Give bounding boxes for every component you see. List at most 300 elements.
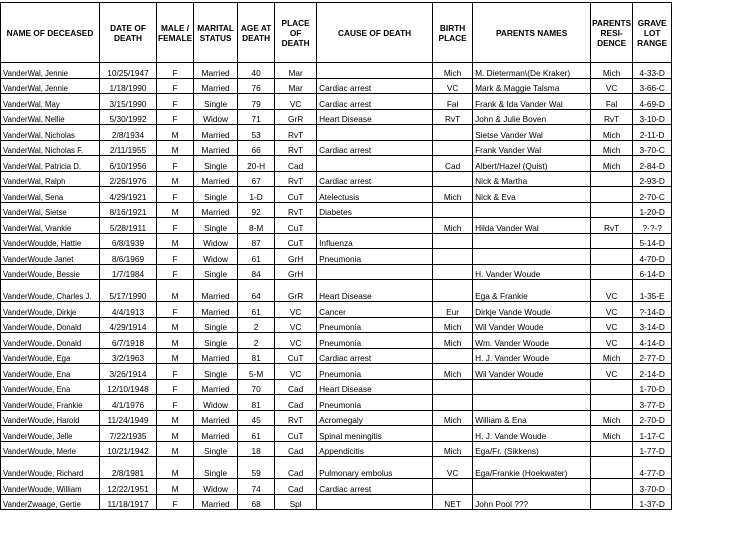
cell-parents: Albert/Hazel (Quist): [473, 156, 591, 172]
cell-cause: Diabetes: [317, 202, 433, 218]
cell-marital: Married: [194, 63, 238, 79]
col-header-place: PLACE OF DEATH: [275, 3, 317, 63]
cell-sex: M: [157, 140, 194, 156]
cell-name: VanderWal, Sena: [1, 187, 100, 203]
cell-cause: Cardiac arrest: [317, 348, 433, 364]
cell-residence: [591, 494, 633, 510]
cell-place: Cad: [275, 441, 317, 457]
table-row: [1, 109, 672, 125]
cell-place: CuT: [275, 233, 317, 249]
cell-place: VC: [275, 333, 317, 349]
cell-marital: Married: [194, 140, 238, 156]
cell-residence: RvT: [591, 109, 633, 125]
cell-name: VanderWal, Nellie: [1, 109, 100, 125]
cell-parents: [473, 202, 591, 218]
cell-name: VanderWoude, Ena: [1, 379, 100, 395]
cell-marital: Single: [194, 264, 238, 280]
cell-date: 5/30/1992: [100, 109, 157, 125]
table-row: [1, 441, 672, 457]
cell-grave: ?-?-?: [633, 218, 672, 234]
cell-grave: 4-70-D: [633, 249, 672, 265]
cell-sex: F: [157, 109, 194, 125]
cell-grave: 4-33-D: [633, 63, 672, 79]
cell-grave: 2-70-C: [633, 187, 672, 203]
col-header-grave: GRAVE LOT RANGE: [633, 3, 672, 63]
cell-residence: Fal: [591, 94, 633, 110]
cell-birth: VC: [433, 78, 473, 94]
cell-sex: M: [157, 348, 194, 364]
cell-residence: Mich: [591, 156, 633, 172]
cell-sex: M: [157, 333, 194, 349]
cell-sex: M: [157, 171, 194, 187]
table-row: [1, 426, 672, 442]
table-row: [1, 218, 672, 234]
cell-date: 7/22/1935: [100, 426, 157, 442]
cell-birth: [433, 140, 473, 156]
cell-age: 20-H: [238, 156, 275, 172]
cell-marital: Widow: [194, 109, 238, 125]
cell-place: Cad: [275, 379, 317, 395]
cell-name: VanderWal, Nicholas F.: [1, 140, 100, 156]
cell-date: 6/7/1918: [100, 333, 157, 349]
cell-marital: Married: [194, 348, 238, 364]
cell-marital: Married: [194, 171, 238, 187]
cell-birth: [433, 249, 473, 265]
cell-name: VanderWal, Nicholas: [1, 125, 100, 141]
cell-age: 81: [238, 348, 275, 364]
cell-birth: [433, 171, 473, 187]
cell-marital: Married: [194, 379, 238, 395]
cell-grave: 2-84-D: [633, 156, 672, 172]
cell-age: 45: [238, 410, 275, 426]
cell-date: 4/4/1913: [100, 302, 157, 318]
cell-place: CuT: [275, 187, 317, 203]
cell-marital: Widow: [194, 249, 238, 265]
header-row: [1, 3, 672, 63]
cell-sex: M: [157, 426, 194, 442]
cell-residence: [591, 441, 633, 457]
cell-parents: Ega & Frankie: [473, 280, 591, 302]
cell-cause: Pneumonia: [317, 364, 433, 380]
cell-birth: Mich: [433, 333, 473, 349]
cell-age: 68: [238, 494, 275, 510]
cell-residence: [591, 249, 633, 265]
cell-age: 79: [238, 94, 275, 110]
cell-cause: Heart Disease: [317, 280, 433, 302]
cell-parents: [473, 379, 591, 395]
cell-place: RvT: [275, 171, 317, 187]
cell-cause: Cardiac arrest: [317, 171, 433, 187]
table-row: [1, 78, 672, 94]
cell-sex: F: [157, 264, 194, 280]
cell-name: VanderWoude, Bessie: [1, 264, 100, 280]
cell-date: 2/8/1934: [100, 125, 157, 141]
cell-name: VanderWal, Jennie: [1, 63, 100, 79]
cell-cause: Acromegaly: [317, 410, 433, 426]
cell-date: 2/26/1976: [100, 171, 157, 187]
cell-residence: Mich: [591, 125, 633, 141]
cell-residence: [591, 395, 633, 411]
cell-birth: Mich: [433, 218, 473, 234]
cell-sex: M: [157, 441, 194, 457]
cell-residence: VC: [591, 280, 633, 302]
cell-sex: F: [157, 156, 194, 172]
cell-cause: [317, 264, 433, 280]
cell-name: VanderWoude, Dirkje: [1, 302, 100, 318]
cell-age: 8-M: [238, 218, 275, 234]
cell-date: 3/26/1914: [100, 364, 157, 380]
cell-birth: RvT: [433, 109, 473, 125]
cell-parents: [473, 233, 591, 249]
cell-marital: Single: [194, 317, 238, 333]
cell-residence: VC: [591, 333, 633, 349]
cell-age: 2: [238, 317, 275, 333]
table-row: [1, 479, 672, 495]
cell-place: Mar: [275, 63, 317, 79]
cell-parents: William & Ena: [473, 410, 591, 426]
cell-parents: [473, 395, 591, 411]
cell-cause: Cardiac arrest: [317, 479, 433, 495]
cell-place: VC: [275, 94, 317, 110]
cell-date: 1/7/1984: [100, 264, 157, 280]
cell-name: VanderWoude, Merle: [1, 441, 100, 457]
cell-grave: 2-11-D: [633, 125, 672, 141]
cell-marital: Single: [194, 333, 238, 349]
cell-age: 1-D: [238, 187, 275, 203]
cell-birth: Mich: [433, 63, 473, 79]
col-header-age: AGE AT DEATH: [238, 3, 275, 63]
cell-name: VanderWoude, William: [1, 479, 100, 495]
cell-marital: Single: [194, 187, 238, 203]
cell-residence: Mich: [591, 410, 633, 426]
cell-grave: 6-14-D: [633, 264, 672, 280]
cell-place: Mar: [275, 78, 317, 94]
table-row: [1, 395, 672, 411]
table-row: [1, 348, 672, 364]
cell-place: Cad: [275, 479, 317, 495]
cell-sex: M: [157, 233, 194, 249]
cell-residence: [591, 264, 633, 280]
cell-grave: 2-70-D: [633, 410, 672, 426]
cell-grave: ?-14-D: [633, 302, 672, 318]
cell-parents: John Pool ???: [473, 494, 591, 510]
cell-parents: Nick & Martha: [473, 171, 591, 187]
cell-name: VanderWoude, Frankie: [1, 395, 100, 411]
cell-date: 4/1/1976: [100, 395, 157, 411]
cell-date: 2/8/1981: [100, 457, 157, 479]
col-header-name: NAME OF DECEASED: [1, 3, 100, 63]
col-header-birth: BIRTH PLACE: [433, 3, 473, 63]
cell-age: 87: [238, 233, 275, 249]
cell-date: 2/11/1955: [100, 140, 157, 156]
cell-residence: [591, 187, 633, 203]
cell-cause: Heart Disease: [317, 379, 433, 395]
cell-age: 61: [238, 249, 275, 265]
cell-residence: Mich: [591, 426, 633, 442]
cell-date: 11/24/1949: [100, 410, 157, 426]
cell-parents: Wil Vander Woude: [473, 364, 591, 380]
table-row: [1, 249, 672, 265]
cell-cause: Appendicitis: [317, 441, 433, 457]
cell-sex: F: [157, 379, 194, 395]
cell-place: CuT: [275, 218, 317, 234]
table-row: [1, 333, 672, 349]
cell-age: 5-M: [238, 364, 275, 380]
cell-cause: Cardiac arrest: [317, 140, 433, 156]
col-header-parents: PARENTS NAMES: [473, 3, 591, 63]
cell-cause: [317, 63, 433, 79]
cell-name: VanderWoude, Jelle: [1, 426, 100, 442]
table-row: [1, 410, 672, 426]
cell-grave: 2-93-D: [633, 171, 672, 187]
cell-grave: 4-14-D: [633, 333, 672, 349]
cell-residence: Mich: [591, 63, 633, 79]
table-body: [1, 63, 672, 510]
cell-age: 71: [238, 109, 275, 125]
cell-sex: F: [157, 94, 194, 110]
cell-birth: Cad: [433, 156, 473, 172]
cell-sex: F: [157, 249, 194, 265]
table-row: [1, 302, 672, 318]
cell-marital: Widow: [194, 233, 238, 249]
cell-place: CuT: [275, 426, 317, 442]
cell-age: 61: [238, 302, 275, 318]
col-header-sex: MALE / FEMALE: [157, 3, 194, 63]
cell-sex: F: [157, 364, 194, 380]
cell-date: 12/22/1951: [100, 479, 157, 495]
cell-place: RvT: [275, 125, 317, 141]
cell-birth: VC: [433, 457, 473, 479]
cell-age: 84: [238, 264, 275, 280]
cell-parents: Frank Vander Wal: [473, 140, 591, 156]
cell-residence: [591, 171, 633, 187]
cell-cause: Pneumonia: [317, 317, 433, 333]
cell-grave: 3-66-C: [633, 78, 672, 94]
cell-age: 2: [238, 333, 275, 349]
cell-name: VanderWal, Jennie: [1, 78, 100, 94]
cell-marital: Single: [194, 457, 238, 479]
cell-birth: NET: [433, 494, 473, 510]
cell-name: VanderWoude, Ena: [1, 364, 100, 380]
cell-residence: VC: [591, 78, 633, 94]
cell-birth: [433, 280, 473, 302]
cell-sex: M: [157, 479, 194, 495]
table-row: [1, 457, 672, 479]
cell-sex: F: [157, 187, 194, 203]
table-row: [1, 494, 672, 510]
cell-age: 18: [238, 441, 275, 457]
cell-place: GrH: [275, 264, 317, 280]
cell-cause: Atelectusis: [317, 187, 433, 203]
cell-sex: M: [157, 317, 194, 333]
cell-cause: [317, 125, 433, 141]
cell-parents: Mark & Maggie Talsma: [473, 78, 591, 94]
cell-age: 53: [238, 125, 275, 141]
col-header-residence: PARENTS RESI- DENCE: [591, 3, 633, 63]
cell-date: 5/17/1990: [100, 280, 157, 302]
cell-sex: F: [157, 63, 194, 79]
cell-sex: F: [157, 302, 194, 318]
table-header: [1, 3, 672, 63]
cell-age: 66: [238, 140, 275, 156]
cell-marital: Single: [194, 441, 238, 457]
cell-parents: Wm. Vander Woude: [473, 333, 591, 349]
table-row: [1, 317, 672, 333]
cell-cause: Heart Disease: [317, 109, 433, 125]
cell-marital: Married: [194, 426, 238, 442]
cell-parents: Ega/Frankie (Hoekwater): [473, 457, 591, 479]
cell-sex: F: [157, 395, 194, 411]
cell-birth: Mich: [433, 187, 473, 203]
cell-place: CuT: [275, 348, 317, 364]
cell-birth: Mich: [433, 317, 473, 333]
cell-cause: Cardiac arrest: [317, 78, 433, 94]
cell-age: 74: [238, 479, 275, 495]
cell-grave: 1-17-C: [633, 426, 672, 442]
cell-cause: [317, 156, 433, 172]
cell-grave: 4-77-D: [633, 457, 672, 479]
cell-sex: F: [157, 218, 194, 234]
cell-parents: Frank & Ida Vander Wal: [473, 94, 591, 110]
table-row: [1, 171, 672, 187]
table-row: [1, 202, 672, 218]
cell-date: 10/25/1947: [100, 63, 157, 79]
cell-cause: Cancer: [317, 302, 433, 318]
cell-parents: [473, 479, 591, 495]
cell-birth: Mich: [433, 441, 473, 457]
cell-name: VanderWal, Vrankie: [1, 218, 100, 234]
cell-cause: Spinal meningitis: [317, 426, 433, 442]
cell-grave: 1-20-D: [633, 202, 672, 218]
table-row: [1, 140, 672, 156]
cell-date: 11/18/1917: [100, 494, 157, 510]
cell-grave: 2-77-D: [633, 348, 672, 364]
cell-name: VanderWoude, Donald: [1, 317, 100, 333]
cell-name: VanderZwaage, Gertie: [1, 494, 100, 510]
cell-marital: Single: [194, 156, 238, 172]
cell-grave: 3-10-D: [633, 109, 672, 125]
cell-name: VanderWal, Ralph: [1, 171, 100, 187]
cell-date: 5/28/1911: [100, 218, 157, 234]
cell-residence: Mich: [591, 140, 633, 156]
cell-date: 6/10/1956: [100, 156, 157, 172]
cell-date: 12/10/1948: [100, 379, 157, 395]
cell-grave: 5-14-D: [633, 233, 672, 249]
cell-sex: M: [157, 280, 194, 302]
col-header-cause: CAUSE OF DEATH: [317, 3, 433, 63]
cell-grave: 1-77-D: [633, 441, 672, 457]
cell-place: Cad: [275, 457, 317, 479]
cell-age: 67: [238, 171, 275, 187]
cell-marital: Single: [194, 218, 238, 234]
cell-birth: Mich: [433, 364, 473, 380]
cell-marital: Single: [194, 364, 238, 380]
table-row: [1, 156, 672, 172]
burial-records-table: [0, 2, 672, 510]
cell-parents: H. J. Vander Woude: [473, 348, 591, 364]
cell-parents: Dirkje Vande Woude: [473, 302, 591, 318]
cell-date: 6/8/1939: [100, 233, 157, 249]
cell-grave: 1-35-E: [633, 280, 672, 302]
cell-residence: VC: [591, 317, 633, 333]
cell-marital: Widow: [194, 479, 238, 495]
cell-residence: [591, 233, 633, 249]
cell-birth: [433, 202, 473, 218]
cell-cause: Cardiac arrest: [317, 94, 433, 110]
cell-residence: [591, 379, 633, 395]
cell-place: Cad: [275, 156, 317, 172]
cell-name: VanderWoudde, Hattie: [1, 233, 100, 249]
cell-place: RvT: [275, 202, 317, 218]
cell-cause: Pulmonary embolus: [317, 457, 433, 479]
cell-place: RvT: [275, 410, 317, 426]
cell-residence: VC: [591, 364, 633, 380]
cell-sex: F: [157, 494, 194, 510]
cell-residence: [591, 202, 633, 218]
cell-marital: Married: [194, 125, 238, 141]
cell-grave: 1-70-D: [633, 379, 672, 395]
cell-birth: Eur: [433, 302, 473, 318]
cell-date: 10/21/1942: [100, 441, 157, 457]
cell-parents: Ega/Fr. (Sikkens): [473, 441, 591, 457]
cell-age: 40: [238, 63, 275, 79]
cell-place: RvT: [275, 140, 317, 156]
cell-place: GrR: [275, 109, 317, 125]
cell-marital: Married: [194, 410, 238, 426]
cell-grave: 4-69-D: [633, 94, 672, 110]
cell-place: Spl: [275, 494, 317, 510]
cell-birth: [433, 348, 473, 364]
cell-place: VC: [275, 302, 317, 318]
cell-grave: 2-14-D: [633, 364, 672, 380]
cell-sex: M: [157, 457, 194, 479]
cell-birth: [433, 479, 473, 495]
cell-name: VanderWoude, Donald: [1, 333, 100, 349]
cell-date: 8/16/1921: [100, 202, 157, 218]
table-row: [1, 94, 672, 110]
cell-grave: 3-77-D: [633, 395, 672, 411]
cell-residence: [591, 479, 633, 495]
cell-cause: Pneumonia: [317, 395, 433, 411]
table-row: [1, 280, 672, 302]
cell-parents: John & Julie Boven: [473, 109, 591, 125]
cell-name: VanderWoude, Richard: [1, 457, 100, 479]
cell-birth: Mich: [433, 410, 473, 426]
cell-parents: H. J. Vande Woude: [473, 426, 591, 442]
cell-name: VanderWal, Sietse: [1, 202, 100, 218]
cell-marital: Married: [194, 302, 238, 318]
table-row: [1, 63, 672, 79]
cell-sex: M: [157, 202, 194, 218]
table-row: [1, 125, 672, 141]
cell-date: 1/18/1990: [100, 78, 157, 94]
cell-birth: [433, 233, 473, 249]
cell-parents: Wil Vander Woude: [473, 317, 591, 333]
cell-cause: [317, 494, 433, 510]
cell-age: 59: [238, 457, 275, 479]
cell-age: 92: [238, 202, 275, 218]
cell-name: VanderWal, Patricia D.: [1, 156, 100, 172]
cell-name: VanderWoude Janet: [1, 249, 100, 265]
table-row: [1, 233, 672, 249]
cell-parents: M. Dieterman\(De Kraker): [473, 63, 591, 79]
cell-date: 8/6/1969: [100, 249, 157, 265]
cell-parents: H. Vander Woude: [473, 264, 591, 280]
col-header-date: DATE OF DEATH: [100, 3, 157, 63]
cell-cause: Pneumonia: [317, 333, 433, 349]
cell-birth: [433, 264, 473, 280]
cell-marital: Single: [194, 94, 238, 110]
